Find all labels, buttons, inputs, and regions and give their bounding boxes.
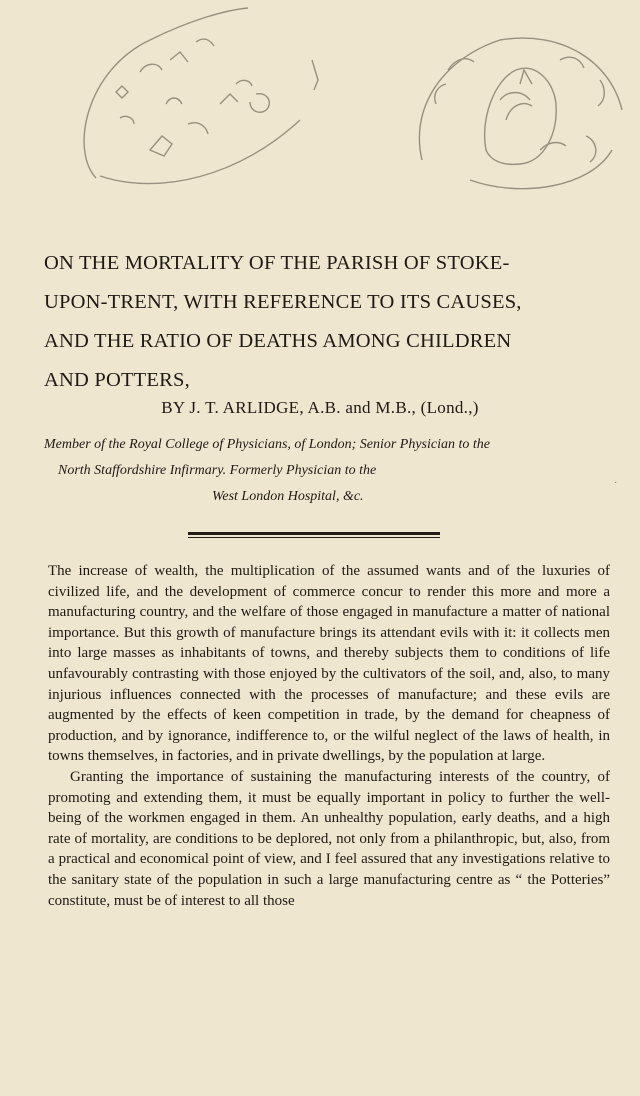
author-affiliation <box>44 432 610 510</box>
mirrored-ornament-offset <box>0 0 640 200</box>
affiliation-line: Member of the Royal College of Physicians, of London; Senior Physician to the <box>44 437 490 452</box>
body-paragraph: The increase of wealth, the multiplication of the assumed wants and of the luxuries of civilized life, and the development of commerce concur to render this more and more a manufacturing country, and the welfare of those engaged in manufacture a matter of national importance. But this growth of manufacture brings its attendant evils with it: it collects men into large masses as inhabitants of towns, and thereby subjects them to conditions of life unfavourably contrasting with those enjoyed by the cultivators of the soil, and, also, to many injurious influences connected with the processes of manufacture; and these evils are augmented by the effects of keen competition in trade, by the demand for cheapness of production, and by ignorance, indifference to, or the wilful neglect of the laws of health, in towns themselves, in factories, and in private dwellings, by the population at large. <box>48 563 610 765</box>
article-title <box>44 244 610 400</box>
article-body <box>48 561 610 911</box>
paper-speck-mark: · <box>614 478 618 489</box>
title-line: UPON-TRENT, WITH REFERENCE TO ITS CAUSES, <box>44 291 522 313</box>
title-line: AND THE RATIO OF DEATHS AMONG CHILDREN <box>44 330 512 352</box>
affiliation-line: West London Hospital, &c. <box>212 489 364 504</box>
title-line: ON THE MORTALITY OF THE PARISH OF STOKE- <box>44 252 510 274</box>
author-byline: BY J. T. ARLIDGE, A.B. and M.B., (Lond.,) <box>161 398 479 417</box>
affiliation-line: North Staffordshire Infirmary. Formerly Physician to the <box>58 463 377 478</box>
section-divider-rule <box>188 532 440 538</box>
title-line: AND POTTERS, <box>44 369 190 391</box>
body-paragraph: Granting the importance of sustaining the manufacturing interests of the country, of promoting and extending them, it must be equally important in policy to further the well-being of the workmen engaged in them. An unhealthy population, early deaths, and a high rate of mortality, are conditions to be deplored, not only from a philanthropic, but, also, from a practical and economical point of view, and I feel assured that any investigations relative to the sanitary state of the population in such a large manufacturing centre as “ the Potteries” constitute, must be of interest to all those <box>48 768 610 909</box>
